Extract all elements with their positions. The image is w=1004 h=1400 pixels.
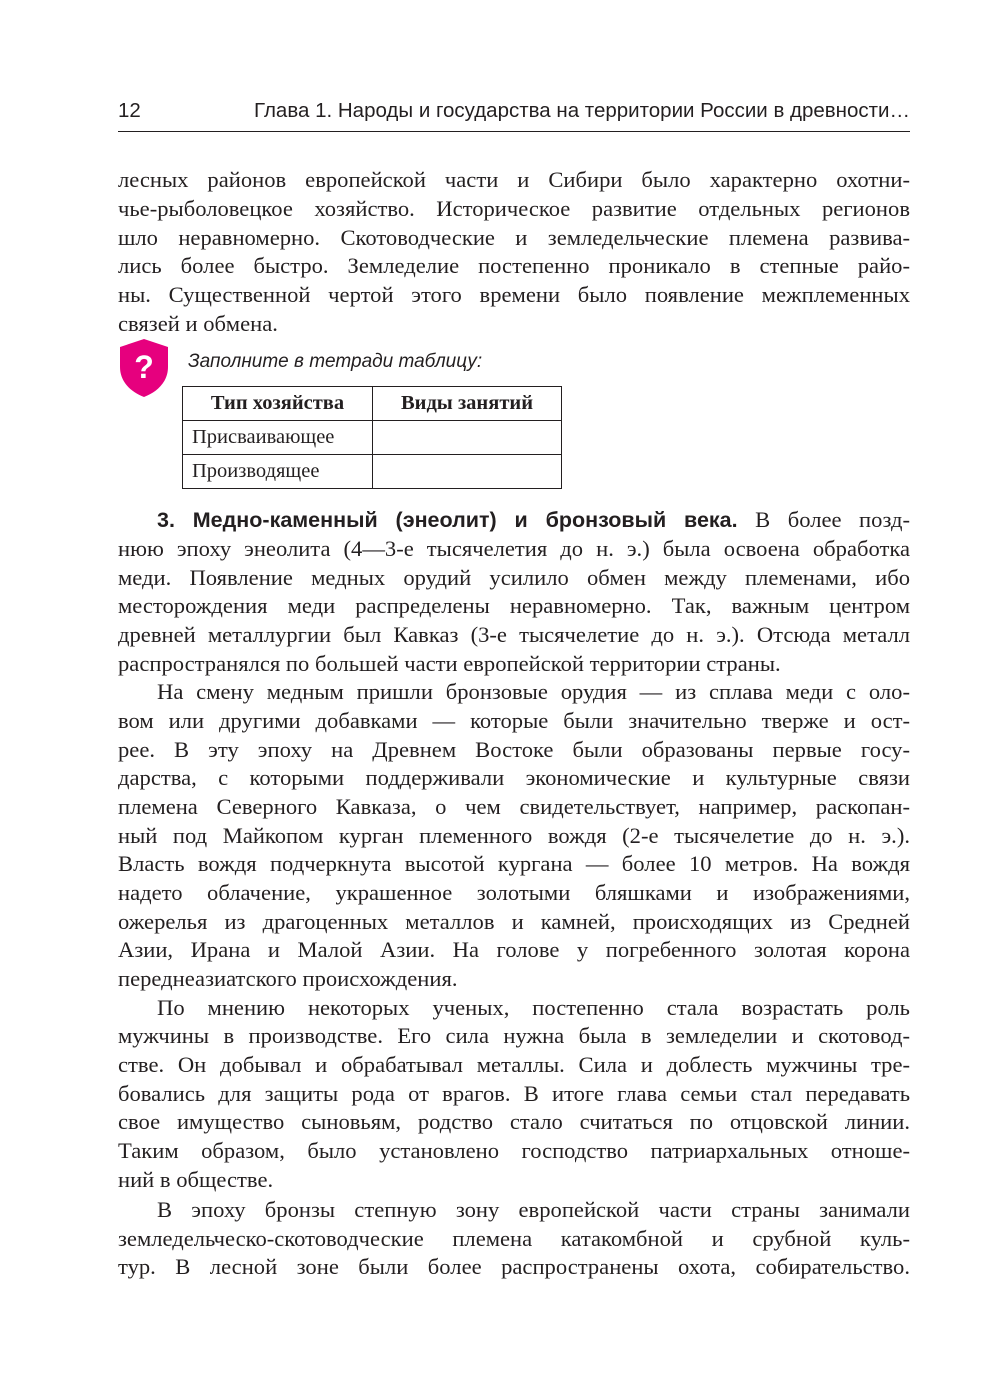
table-cell: Производящее [183,455,373,489]
text-line: месторождения меди распределены неравномерно. Так, важным центром [118,593,910,618]
text-line: ожерелья из драгоценных металлов и камней, происходящих из Средней [118,909,910,934]
text-line: Таким образом, было установлено господство патриархальных отноше- [118,1138,910,1163]
text-line: бовались для защиты рода от врагов. В итоге глава семьи стал передавать [118,1081,910,1106]
text-line: чье-рыболовецкое хозяйство. Историческое развитие отдельных регионов [118,196,910,221]
task-prompt: Заполните в тетради таблицу: [188,351,483,372]
text-line: племена Северного Кавказа, о чем свидетельствует, например, раскопан- [118,794,910,819]
text-line: стве. Он добывал и обрабатывал металлы. Сила и доблесть мужчины тре- [118,1052,910,1077]
question-mark: ? [134,349,154,385]
table-cell [373,455,562,489]
page-number: 12 [118,99,141,122]
text-line: ный под Майкопом курган племенного вождя (2-е тысячелетие до н. э.). [118,823,910,848]
text-line: земледельческо-скотоводческие племена катакомбной и срубной куль- [118,1226,910,1251]
text-line: лесных районов европейской части и Сибири было характерно охотни- [118,167,910,192]
text-line: связей и обмена. [118,311,278,336]
text-line: мужчины в производстве. Его сила нужна была в земледелии и скотовод- [118,1023,910,1048]
text-line: переднеазиатского происхождения. [118,966,458,991]
text-line: Власть вождя подчеркнута высотой кургана — более 10 метров. На вождя [118,851,910,876]
text-line: тур. В лесной зоне были более распространены охота, собирательство. [118,1254,910,1279]
text-line: свое имущество сыновьям, родство стало считаться по отцовской линии. [118,1109,910,1134]
text-line: дарства, с которыми поддерживали экономические и культурные связи [118,765,910,790]
notebook-table [182,386,562,489]
table-cell [373,421,562,455]
table-header: Тип хозяйства [183,387,373,421]
text-line: ны. Существенной чертой этого времени было появление межплеменных [118,282,910,307]
text-line: древней металлургии был Кавказ (3-е тысячелетие до н. э.). Отсюда металл [118,622,910,647]
table-row [183,455,562,489]
section-first-line [157,505,910,534]
text-line: В эпоху бронзы степную зону европейской части страны занимали [157,1197,910,1222]
table-header-row [183,387,562,421]
table-row [183,421,562,455]
text-line: лись более быстро. Земледелие постепенно проникало в степные райо- [118,253,910,278]
running-header [118,97,910,132]
chapter-title: Глава 1. Народы и государства на территории России в древности… [254,99,910,122]
text-line: рее. В эту эпоху на Древнем Востоке были образованы первые госу- [118,737,910,762]
section-heading: 3. Медно-каменный (энеолит) и бронзовый века. [157,508,738,532]
question-shield-icon [116,337,172,399]
text-line: меди. Появление медных орудий усилило обмен между племенами, ибо [118,565,910,590]
text-line: надето облачение, украшенное золотыми бляшками и изображениями, [118,880,910,905]
text-line: распространялся по большей части европейской территории страны. [118,651,781,676]
text-line: шло неравномерно. Скотоводческие и земледельческие племена развива- [118,225,910,250]
text-fragment: В более позд- [755,507,910,532]
text-line: На смену медным пришли бронзовые орудия — из сплава меди с оло- [157,679,910,704]
text-line: нюю эпоху энеолита (4—3-е тысячелетия до н. э.) была освоена обработка [118,536,910,561]
table-cell: Присваивающее [183,421,373,455]
table-header: Виды занятий [373,387,562,421]
text-line: вом или другими добавками — которые были значительно тверже и ост- [118,708,910,733]
text-line: Азии, Ирана и Малой Азии. На голове у погребенного золотая корона [118,937,910,962]
text-line: ний в обществе. [118,1167,274,1192]
text-line: По мнению некоторых ученых, постепенно стала возрастать роль [157,995,910,1020]
